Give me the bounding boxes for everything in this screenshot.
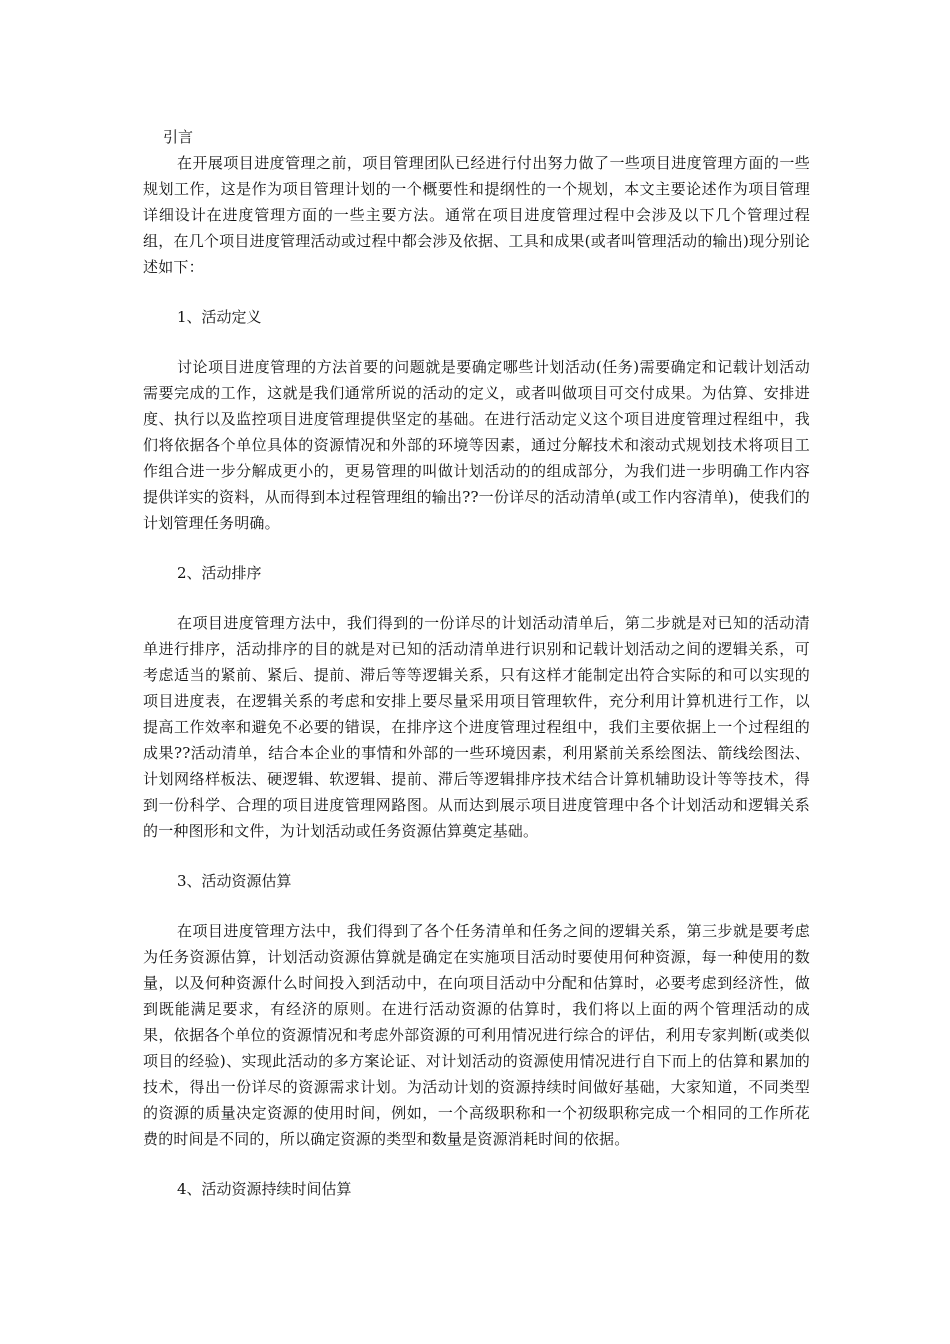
section-heading-duration-estimating: 4、活动资源持续时间估算 — [177, 1180, 352, 1198]
intro-title: 引言 — [163, 128, 194, 146]
spacer — [143, 536, 810, 560]
section-paragraph-activity-sequencing: 在项目进度管理方法中，我们得到的一份详尽的计划活动清单后，第二步就是对已知的活动清单进行排序，活动排序的目的就是对已知的活动清单进行识别和记载计划活动之间的逻辑关系，可考虑适当的紧前、紧后、提前、滞后等等逻辑关系，只有这样才能制定出符合实际的和可以实现的项目进度表，在逻辑关系的考虑和安排上要尽量采用项目管理软件，充分利用计算机进行工作，以提高工作效率和避免不必要的错误，在排序这个进度管理过程组中，我们主要依据上一个过程组的成果??活动清单，结合本企业的事情和外部的一些环境因素，利用紧前关系绘图法、箭线绘图法、计划网络样板法、硬逻辑、软逻辑、提前、滞后等逻辑排序技术结合计算机辅助设计等等技术，得到一份科学、合理的项目进度管理网路图。从而达到展示项目进度管理中各个计划活动和逻辑关系的一种图形和文件，为计划活动或任务资源估算奠定基础。 — [143, 614, 810, 840]
section-heading-resource-estimating: 3、活动资源估算 — [177, 872, 292, 890]
section-heading-activity-definition: 1、活动定义 — [177, 308, 262, 326]
spacer — [143, 586, 810, 610]
section-paragraph-resource-estimating: 在项目进度管理方法中，我们得到了各个任务清单和任务之间的逻辑关系，第三步就是要考虑为任务资源估算，计划活动资源估算就是确定在实施项目活动时要使用何种资源，每一种使用的数量，以及何种资源什么时间投入到活动中，在向项目活动中分配和估算时，必要考虑到经济性，做到既能满足要求，有经济的原则。在进行活动资源的估算时，我们将以上面的两个管理活动的成果，依据各个单位的资源情况和考虑外部资源的可利用情况进行综合的评估，利用专家判断(或类似项目的经验)、实现此活动的多方案论证、对计划活动的资源使用情况进行自下而上的估算和累加的技术，得出一份详尽的资源需求计划。为活动计划的资源持续时间做好基础，大家知道，不同类型的资源的质量决定资源的使用时间，例如，一个高级职称和一个初级职称完成一个相同的工作所花费的时间是不同的，所以确定资源的类型和数量是资源消耗时间的依据。 — [143, 922, 810, 1148]
spacer — [143, 1152, 810, 1176]
spacer — [143, 330, 810, 354]
spacer — [143, 844, 810, 868]
spacer — [143, 280, 810, 304]
spacer — [143, 894, 810, 918]
section-heading-activity-sequencing: 2、活动排序 — [177, 564, 262, 582]
document-body — [143, 124, 810, 1202]
intro-paragraph: 在开展项目进度管理之前，项目管理团队已经进行付出努力做了一些项目进度管理方面的一些规划工作，这是作为项目管理计划的一个概要性和提纲性的一个规划，本文主要论述作为项目管理详细设计在进度管理方面的一些主要方法。通常在项目进度管理过程中会涉及以下几个管理过程组，在几个项目进度管理活动或过程中都会涉及依据、工具和成果(或者叫管理活动的输出)现分别论述如下： — [143, 154, 810, 276]
section-paragraph-activity-definition: 讨论项目进度管理的方法首要的问题就是要确定哪些计划活动(任务)需要确定和记载计划活动需要完成的工作，这就是我们通常所说的活动的定义，或者叫做项目可交付成果。为估算、安排进度、执行以及监控项目进度管理提供坚定的基础。在进行活动定义这个项目进度管理过程组中，我们将依据各个单位具体的资源情况和外部的环境等因素，通过分解技术和滚动式规划技术将项目工作组合进一步分解成更小的，更易管理的叫做计划活动的的组成部分，为我们进一步明确工作内容提供详实的资料，从而得到本过程管理组的输出??一份详尽的活动清单(或工作内容清单)，使我们的计划管理任务明确。 — [143, 358, 810, 532]
